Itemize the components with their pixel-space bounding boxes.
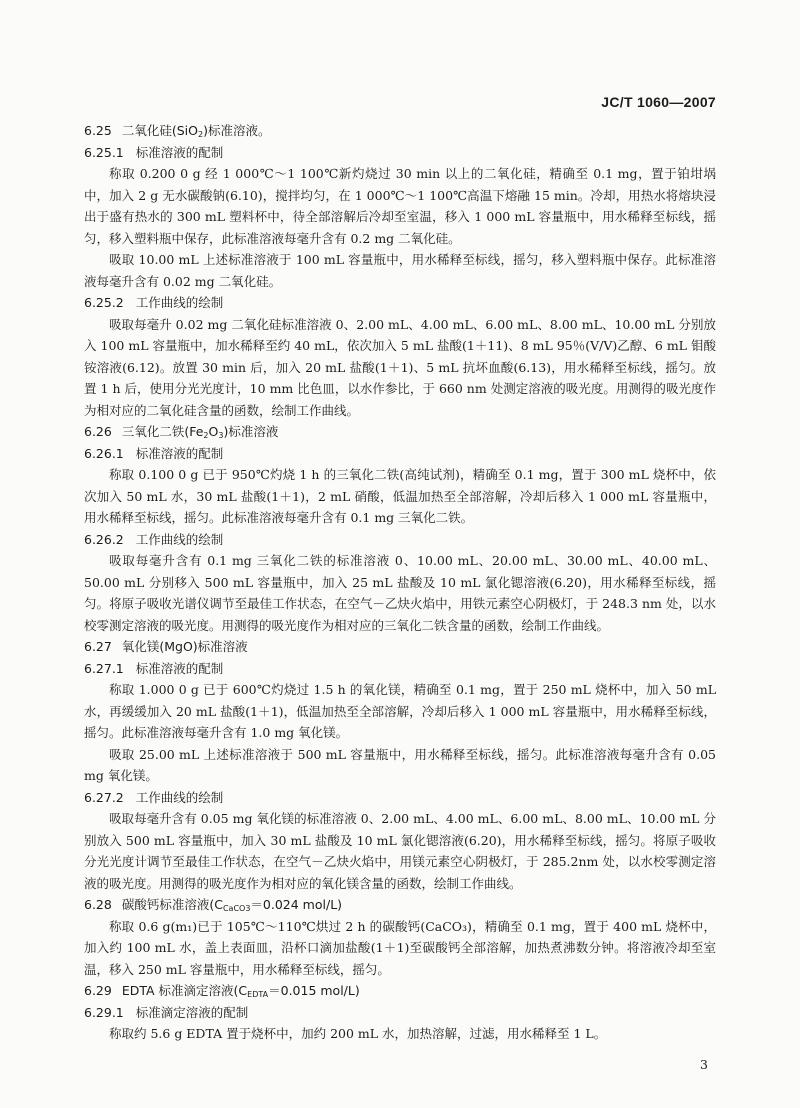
section-heading-6-25: 6.25 二氧化硅(SiO$_2$)标准溶液。: [84, 123, 271, 139]
paragraph: 吸取 25.00 mL 上述标准溶液于 500 mL 容量瓶中，用水稀释至标线，摇匀。此标准溶液每毫升含有 0.05 mg 氧化镁。: [84, 746, 716, 783]
subsection-heading-6-25-2: 6.25.2 工作曲线的绘制: [84, 295, 224, 310]
subsection-heading-6-29-1: 6.29.1 标准滴定溶液的配制: [84, 1004, 249, 1020]
paragraph: 称取 0.200 0 g 经 1 000℃～1 100℃新灼烧过 30 min 以上的二氧化硅，精确至 0.1 mg，置于铂坩埚中，加入 2 g 无水碳酸钠(6.10)，搅拌均匀，在 1 000℃～1 100℃高温下熔融 15 min。冷却，用热水将熔块浸出于盛有热水的 300 mL 塑料杯中，待全部溶解后冷却至室温，移入 1 000 mL 容量瓶中，用水稀释至标线，摇匀，移入塑料瓶中保存，此标准溶液每毫升含有 0.2 mg 二氧化硅。: [84, 166, 716, 246]
standard-code-header: JC/T 1060—2007: [601, 94, 716, 110]
paragraph: 吸取每毫升 0.02 mg 二氧化硅标准溶液 0、2.00 mL、4.00 mL、6.00 mL、8.00 mL、10.00 mL 分别放入 100 mL 容量瓶中，加水稀释至约 40 mL，依次加入 5 mL 盐酸(1＋11)、8 mL 95％(V/V)乙醇、6 mL 钼酸铵溶液(6.12)。放置 30 min 后，加入 20 mL 盐酸(1＋1)、5 mL 抗坏血酸(6.13)，用水稀释至标线，摇匀。放置 1 h 后，使用分光光度计，10 mm 比色皿，以水作参比，于 660 nm 处测定溶液的吸光度。用测得的吸光度作为相对应的二氧化硅含量的函数，绘制工作曲线。: [84, 316, 716, 418]
document-body: [84, 120, 716, 1045]
paragraph: 称取 0.100 0 g 已于 950℃灼烧 1 h 的三氧化二铁(高纯试剂)，精确至 0.1 mg，置于 300 mL 烧杯中，依次加入 50 mL 水，30 mL 盐酸(1＋1)，2 mL 硝酸，低温加热至全部溶解，冷却后移入 1 000 mL 容量瓶中，用水稀释至标线，摇匀。此标准溶液每毫升含有 0.1 mg 三氧化二铁。: [84, 467, 716, 525]
paragraph: 吸取每毫升含有 0.05 mg 氧化镁的标准溶液 0、2.00 mL、4.00 mL、6.00 mL、8.00 mL、10.00 mL 分别放入 500 mL 容量瓶中，加入 30 mL 盐酸及 10 mL 氯化锶溶液(6.20)，用水稀释至标线，摇匀。将原子吸收分光光度计调节至最佳工作状态，在空气－乙炔火焰中，用镁元素空心阴极灯，于 285.2nm 处，以水校零测定溶液的吸光度。用测得的吸光度作为相对应的氧化镁含量的函数，绘制工作曲线。: [84, 811, 716, 891]
section-heading-6-26: 6.26 三氧化二铁$(Fe_2O_3)$标准溶液: [84, 424, 279, 440]
paragraph: 吸取每毫升含有 0.1 mg 三氧化二铁的标准溶液 0、10.00 mL、20.00 mL、30.00 mL、40.00 mL、50.00 mL 分别移入 500 mL 容量瓶中，加入 25 mL 盐酸及 10 mL 氯化锶溶液(6.20)，用水稀释至标线，摇匀。将原子吸收光谱仪调节至最佳工作状态，在空气－乙炔火焰中，用铁元素空心阴极灯，于 248.3 nm 处，以水校零测定溶液的吸光度。用测得的吸光度作为相对应的三氧化二铁含量的函数，绘制工作曲线。: [84, 553, 716, 633]
section-heading-6-27: 6.27 氧化镁(MgO)标准溶液: [84, 639, 248, 654]
subsection-heading-6-27-1: 6.27.1 标准溶液的配制: [84, 660, 224, 676]
page-number: 3: [700, 1057, 708, 1072]
paragraph: 称取约 5.6 g EDTA 置于烧杯中，加约 200 mL 水，加热溶解，过滤，用水稀释至 1 L。: [109, 1026, 607, 1041]
section-heading-6-29: 6.29 EDTA 标准滴定溶液($C_{EDTA}=0.015$ mol/L): [84, 983, 360, 999]
section-heading-6-28: 6.28 碳酸钙标准溶液($C_{CaCO3}=0.024$ mol/L): [84, 897, 343, 913]
subsection-heading-6-25-1: 6.25.1 标准溶液的配制: [84, 144, 224, 160]
paragraph: 称取 1.000 0 g 已于 600℃灼烧过 1.5 h 的氧化镁，精确至 0.1 mg，置于 250 mL 烧杯中，加入 50 mL 水，再缓缓加入 20 mL 盐酸(1＋1)，低温加热至全部溶解，冷却后移入 1 000 mL 容量瓶中，用水稀释至标线，摇匀。此标准溶液每毫升含有 1.0 mg 氧化镁。: [84, 682, 716, 740]
paragraph: 称取 0.6 g(m₁)已于 105℃～110℃烘过 2 h 的碳酸钙(CaCO₃)，精确至 0.1 mg，置于 400 mL 烧杯中，加入约 100 mL 水，盖上表面皿，沿杯口滴加盐酸(1＋1)至碳酸钙全部溶解，加热煮沸数分钟。将溶液冷却至室温，移入 250 mL 容量瓶中，用水稀释至标线，摇匀。: [84, 918, 716, 977]
subsection-heading-6-27-2: 6.27.2 工作曲线的绘制: [84, 789, 224, 805]
paragraph: 吸取 10.00 mL 上述标准溶液于 100 mL 容量瓶中，用水稀释至标线，摇匀，移入塑料瓶中保存。此标准溶液每毫升含有 0.02 mg 二氧化硅。: [84, 252, 716, 289]
subsection-heading-6-26-1: 6.26.1 标准溶液的配制: [84, 445, 224, 461]
subsection-heading-6-26-2: 6.26.2 工作曲线的绘制: [84, 531, 224, 547]
